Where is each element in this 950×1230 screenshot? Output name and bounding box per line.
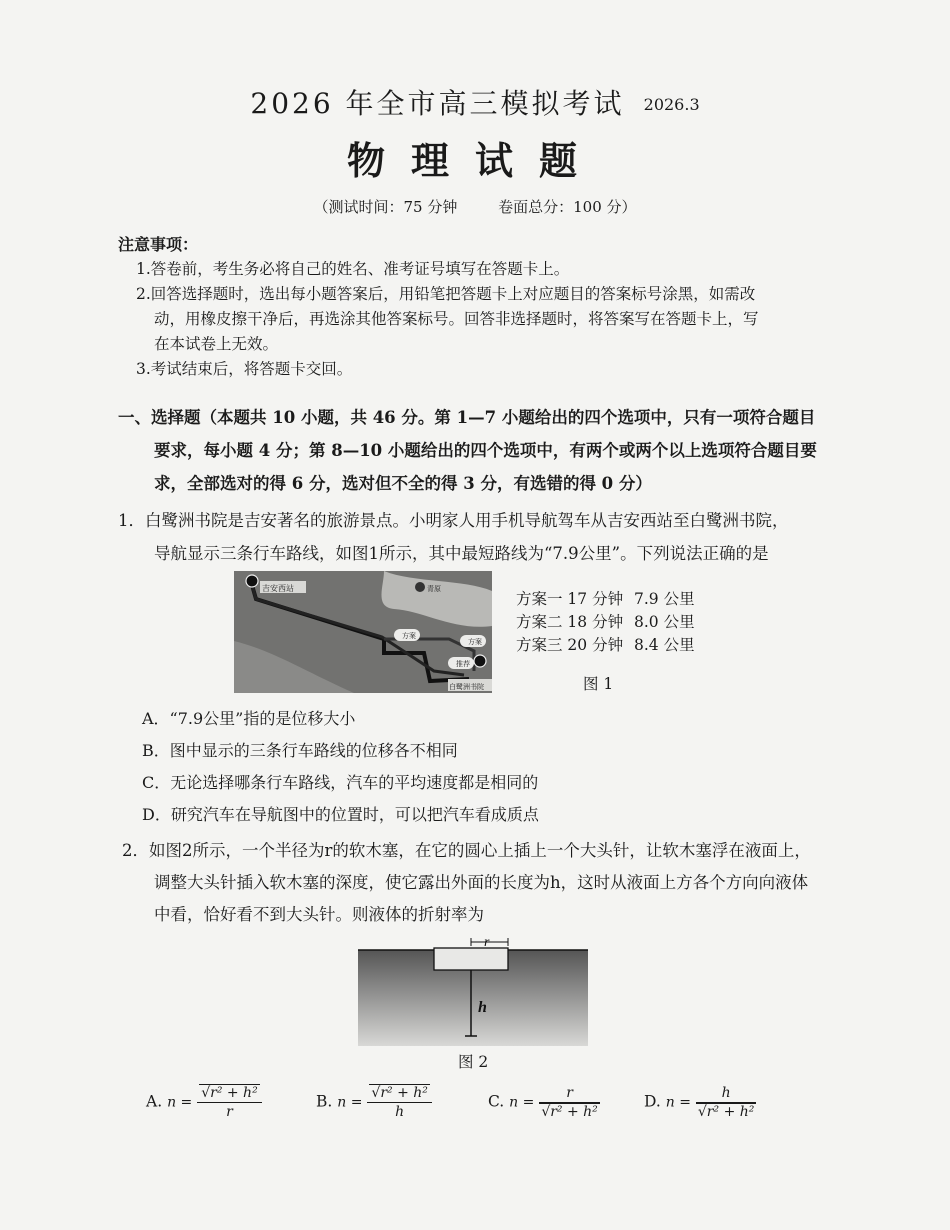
notice-item: 1.答卷前，考生务必将自己的姓名、准考证号填写在答题卡上。 <box>136 260 570 278</box>
plan-tag-label: 方案 <box>468 638 482 646</box>
question-2-text: 2．如图2所示，一个半径为r的软木塞，在它的圆心上插上一个大头针，让软木塞浮在液面上， <box>122 841 811 860</box>
section-heading-cont: 要求，每小题 4 分；第 8—10 小题给出的四个选项中，有两个或两个以上选项符合题目要 <box>154 441 817 460</box>
section-heading-cont: 求，全部选对的得 6 分，选对但不全的得 3 分，有选错的得 0 分） <box>154 474 652 493</box>
start-marker-icon <box>246 575 258 587</box>
notice-item: 在本试卷上无效。 <box>154 335 279 353</box>
exam-meta <box>0 196 950 217</box>
radius-label: r <box>484 936 490 950</box>
q2-option-c: C. n = $\frac{r}{\text{√r² + h²}}$ <box>488 1085 598 1120</box>
recommend-tag-label: 推荐 <box>456 660 470 668</box>
route-row: 方案一 17 分钟 7.9 公里 <box>516 590 695 608</box>
exam-date: 2026.3 <box>643 95 700 114</box>
notice-item: 动，用橡皮擦干净后，再选涂其他答案标号。回答非选择题时，将答案写在答题卡上，写 <box>154 310 759 328</box>
figure-2-caption: 图 2 <box>458 1053 489 1071</box>
question-2-text: 调整大头针插入软木塞的深度，使它露出外面的长度为h，这时从液面上方各个方向向液体 <box>154 873 809 892</box>
notice-item: 3.考试结束后，将答题卡交回。 <box>136 360 353 378</box>
q2-option-d: D. n = $\frac{h}{\text{√r² + h²}}$ <box>644 1085 755 1120</box>
cork-pin-svg <box>358 936 588 1046</box>
q1-option-d: D．研究汽车在导航图中的位置时，可以把汽车看成质点 <box>142 805 539 824</box>
poi-label: 青原 <box>427 585 441 593</box>
q2-option-a: A. n = $\frac{\text{√r² + h²}}{r}$ <box>146 1085 262 1120</box>
navigation-map-figure <box>234 571 492 693</box>
height-label: h <box>478 999 487 1016</box>
map-svg <box>234 571 492 693</box>
q1-option-c: C．无论选择哪条行车路线，汽车的平均速度都是相同的 <box>142 773 539 792</box>
end-label: 白鹭洲书院 <box>449 683 484 691</box>
notice-title: 注意事项： <box>118 235 199 254</box>
start-label: 吉安西站 <box>262 584 294 593</box>
cork-pin-figure <box>358 936 588 1046</box>
plan-tag-label: 方案 <box>402 632 416 640</box>
section-heading: 一、选择题（本题共 10 小题，共 46 分。第 1—7 小题给出的四个选项中，只有一项符合题目 <box>118 408 816 427</box>
route-table <box>516 588 695 657</box>
q1-option-b: B．图中显示的三条行车路线的位移各不相同 <box>142 741 458 760</box>
exam-time: （测试时间：75 分钟 <box>313 198 458 216</box>
route-row: 方案三 20 分钟 8.4 公里 <box>516 636 695 654</box>
question-1-text: 1．白鹭洲书院是吉安著名的旅游景点。小明家人用手机导航驾车从吉安西站至白鹭洲书院， <box>118 511 789 530</box>
notice-item: 2.回答选择题时，选出每小题答案后，用铅笔把答题卡上对应题目的答案标号涂黑，如需改 <box>136 285 756 303</box>
question-1-text: 导航显示三条行车路线，如图1所示，其中最短路线为“7.9公里”。下列说法正确的是 <box>154 544 769 563</box>
question-2-text: 中看，恰好看不到大头针。则液体的折射率为 <box>154 905 484 924</box>
subject-title: 物理试题 <box>346 138 603 183</box>
q1-option-a: A．“7.9公里”指的是位移大小 <box>142 709 356 728</box>
cork <box>434 948 508 970</box>
exam-title-line <box>0 82 950 122</box>
exam-title: 2026 年全市高三模拟考试 <box>250 87 625 120</box>
figure-1-caption: 图 1 <box>583 675 614 693</box>
route-row: 方案二 18 分钟 8.0 公里 <box>516 613 695 631</box>
exam-score: 卷面总分：100 分） <box>498 198 637 216</box>
poi-marker-icon <box>415 582 425 592</box>
q2-option-b: B. n = $\frac{\text{√r² + h²}}{h}$ <box>316 1085 432 1120</box>
end-marker-icon <box>474 655 486 667</box>
